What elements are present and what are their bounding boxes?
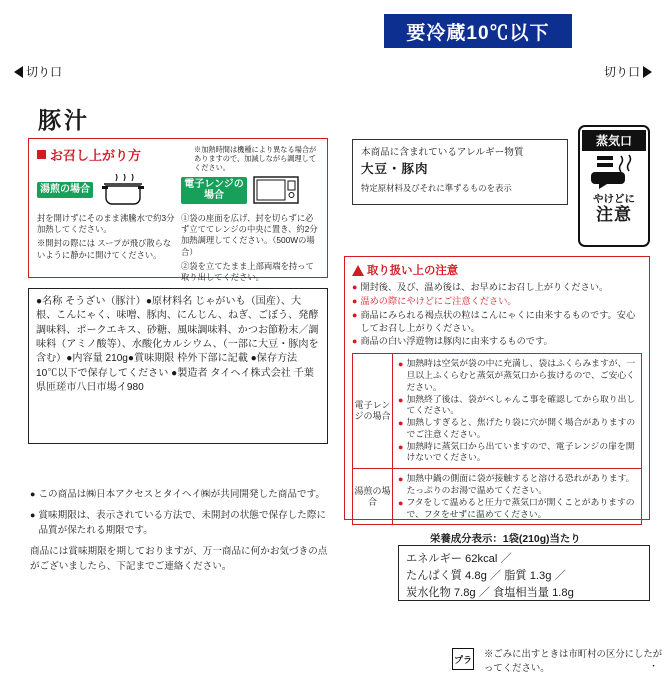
table-row: [353, 469, 641, 524]
steam-caution-badge: [578, 125, 650, 247]
nutrition-title: 栄養成分表示：1袋(210g)当たり: [430, 534, 581, 545]
boil-warning: ※開封の際には スープが飛び散らないように静かに開けてください。: [37, 238, 172, 260]
nutrition-line-2: たんぱく質 4.8g ／ 脂質 1.3g ／: [406, 570, 566, 583]
list-item: [398, 417, 636, 441]
bullet-dot-icon: ●: [30, 510, 36, 521]
list-item: [352, 281, 642, 294]
list-item: [352, 335, 642, 348]
pot-icon: [98, 174, 152, 206]
footer-notes: [30, 488, 330, 581]
list-item: [398, 497, 636, 521]
footer-note-text: この商品は㈱日本アクセスとタイヘイ㈱が共同開発した商品です。: [38, 489, 326, 500]
microwave-label: 電子レンジの場合: [181, 177, 247, 204]
boil-label: 湯煎の場合: [37, 182, 93, 198]
how-to-eat-box: [28, 138, 328, 282]
nutrition-table: [398, 545, 650, 601]
cold-storage-banner: 要冷蔵10℃以下: [384, 14, 572, 48]
handling-bullet-text: 商品にみられる褐点状の粒はこんにゃくに由来するものです。安心してお召し上がりください。: [360, 310, 636, 333]
list-item: [398, 473, 636, 497]
cut-mark-right-label: 切り口: [603, 65, 640, 79]
row-label-microwave: 電子レンジの場合: [353, 354, 393, 468]
row-content-boil: [393, 469, 641, 524]
table-row: [353, 354, 641, 469]
microwave-step1: ①袋の座面を広げ、封を切らずに必ず立ててレンジの中央に置き、約2分加熱調理してください。（500Wの場合）: [181, 213, 318, 257]
bullet-dot-icon: ●: [352, 296, 358, 307]
list-item: [398, 441, 636, 465]
handling-heading-label: 取り扱い上の注意: [367, 265, 459, 277]
bullet-dot-icon: ●: [398, 394, 404, 405]
warning-triangle-icon: [352, 265, 364, 276]
footer-note-text: 賞味期限は、表示されている方法で、未開封の状態で保存した際に品質が保たれる期限です。: [38, 510, 327, 536]
boil-header-row: [37, 170, 175, 210]
square-bullet-icon: [37, 150, 46, 159]
microwave-column: [181, 170, 319, 283]
handling-bullet-text: 商品の白い浮遊物は豚肉に由来するものです。: [360, 336, 553, 347]
bullet-dot-icon: ●: [398, 418, 404, 429]
bullet-dot-icon: ●: [398, 497, 404, 508]
handling-heading: [352, 262, 642, 278]
list-item: [352, 295, 642, 308]
recycle-note: ※ごみに出すときは市町村の区分にしたがってください。: [484, 648, 663, 673]
handling-caution-box: [344, 256, 650, 520]
handling-table-text: 加熱終了後は、袋がぺしゃんこ事を確認してから取り出してください。: [406, 393, 636, 416]
allergy-note: 特定原材料及びそれに準ずるものを表示: [361, 183, 512, 194]
bullet-dot-icon: ●: [352, 310, 358, 321]
handling-table-text: 加熱時に蒸気口から出ていますので、電子レンジの扉を開けないでください。: [406, 440, 635, 463]
microwave-step2: ②袋を立てたまま上部両端を持って取り出してください。: [181, 260, 314, 282]
handling-bullet-list: [352, 281, 642, 348]
corner-mark: ・: [648, 661, 658, 671]
handling-table-text: フタをして温めると圧力で蒸気口が開くことがありますので、フタをせずに温めてください。: [406, 496, 635, 519]
microwave-header-row: [181, 170, 319, 210]
steam-caution-line2: 注意: [596, 205, 632, 224]
ingredients-box: ●名称 そうざい（豚汁）●原材料名 じゃがいも（国産）、大根、こんにゃく、味噌、豚肉、にんじん、ねぎ、ごぼう、発酵調味料、ポークエキス、砂糖、風味調味料、かつお節粉末／調味料（アミノ酸等）、水酸化カルシウム、（一部に大豆・豚肉を含む）●内容量 210g●賞味期限 枠外下部に記載 ●保存方法 10℃以下で保存してください ●製造者 タイヘイ株式会社 千葉県匝瑳市八日市場イ980: [28, 288, 328, 444]
bullet-dot-icon: ●: [352, 282, 358, 292]
row-content-microwave: [393, 354, 641, 468]
triangle-right-icon: [643, 66, 652, 78]
steam-caution-line1: やけどに: [593, 193, 635, 205]
list-item: [30, 509, 330, 538]
how-to-eat-heading-label: お召し上がり方: [50, 148, 142, 163]
list-item: [398, 394, 636, 418]
list-item: [398, 358, 636, 393]
nutrition-line-3: 炭水化物 7.8g ／ 食塩相当量 1.8g: [406, 587, 574, 600]
list-item: [30, 488, 330, 502]
bullet-dot-icon: ●: [398, 474, 404, 485]
allergy-heading: 本商品に含まれているアレルギー物質: [361, 147, 524, 158]
handling-bullet-text: 開封後、及び、温め後は、お早めにお召し上がりください。: [360, 282, 609, 292]
handling-table: [352, 353, 642, 525]
allergy-items: 大豆・豚肉: [361, 161, 429, 176]
allergy-box: [352, 139, 568, 205]
steam-vent-label: 蒸気口: [582, 130, 646, 151]
steam-vent-icon: [580, 151, 648, 191]
handling-bullet-text: 温めの際にやけどにご注意ください。: [360, 296, 517, 307]
boil-column: [37, 170, 175, 283]
list-item: [352, 309, 642, 334]
how-to-eat-note: ※加熱時間は機種により異なる場合がありますので、加減しながら調理してください。: [194, 145, 317, 172]
handling-table-text: 加熱しすぎると、焦げたり袋に穴が開く場合がありますのでご注意ください。: [406, 417, 636, 439]
footer-note-contact: 商品には賞味期限を期しておりますが、万一商品に何かお気づきの点がございましたら、下記までご連絡ください。: [30, 546, 328, 572]
plastic-recycle-icon: プラ: [452, 648, 474, 670]
bullet-dot-icon: ●: [398, 441, 404, 452]
row-label-boil: 湯煎の場合: [353, 469, 393, 524]
bullet-dot-icon: ●: [398, 359, 404, 370]
page-title: 豚汁: [38, 108, 90, 133]
boil-instruction-text: 封を開けずにそのまま沸騰水で約3分加熱してください。: [37, 213, 175, 235]
boil-instructions: [37, 213, 175, 235]
bullet-dot-icon: ●: [30, 489, 36, 499]
cut-mark-left: [14, 63, 62, 80]
handling-table-text: 加熱時は空気が袋の中に充満し、袋はふくらみますが、一旦以上ふくらむと蒸気が蒸気口から抜けるので、ご安心ください。: [406, 358, 636, 392]
cut-mark-right: [604, 63, 652, 80]
triangle-left-icon: [14, 66, 23, 78]
nutrition-line-1: エネルギー 62kcal ／: [406, 553, 512, 565]
bullet-dot-icon: ●: [352, 336, 358, 347]
handling-table-text: 加熱中鍋の側面に袋が接触すると溶ける恐れがあります。たっぷりのお湯で温めてください。: [406, 473, 635, 495]
microwave-icon: [252, 173, 300, 207]
cut-mark-left-label: 切り口: [26, 65, 63, 79]
